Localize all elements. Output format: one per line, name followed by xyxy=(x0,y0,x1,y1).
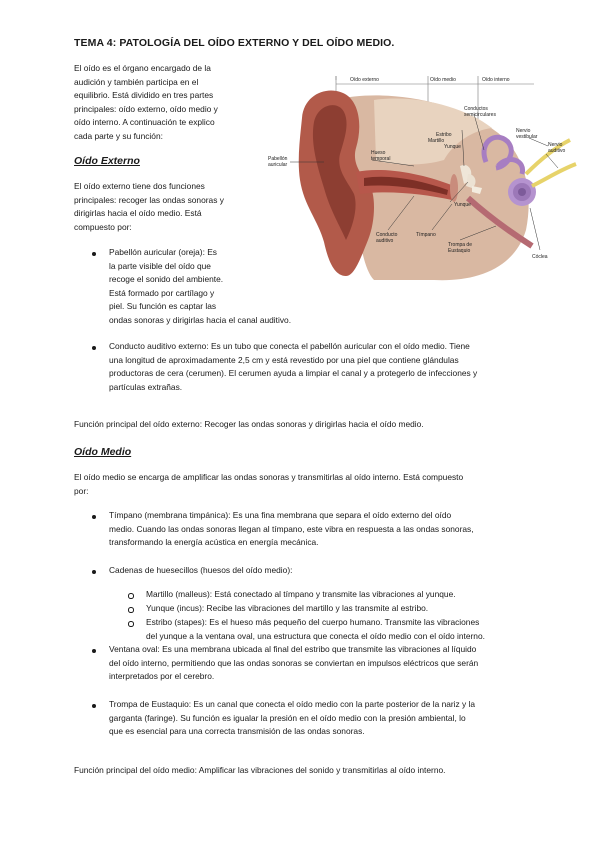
label-yunque: Yunque xyxy=(454,202,471,208)
label-trompa-2: Eustaquio xyxy=(448,248,471,254)
sub-bullet-circle xyxy=(128,607,134,613)
label-timpano: Tímpano xyxy=(416,232,436,238)
sub-bullet-circle xyxy=(128,621,134,627)
label-nervio-auditivo: Nervio xyxy=(548,142,563,148)
bullet-dot xyxy=(92,649,96,653)
bullet-huesecillos: Cadenas de huesecillos (huesos del oído medio): xyxy=(109,565,293,575)
label-nervio-vestibular: Nervio xyxy=(516,128,531,134)
label-nervio-auditivo-2: auditivo xyxy=(548,148,566,154)
text-line: Pabellón auricular (oreja): Es xyxy=(109,247,217,257)
bullet-dot xyxy=(92,515,96,519)
label-oido-interno: Oído interno xyxy=(482,77,510,83)
bullet-conducto xyxy=(109,340,477,394)
label-martillo: Martillo xyxy=(428,138,445,144)
label-oido-medio: Oído medio xyxy=(430,77,456,83)
text-line: por: xyxy=(74,485,89,496)
externo-intro xyxy=(74,180,224,234)
text-line: una longitud de aproximadamente 2,5 cm y está revestido por una piel que contiene glándulas xyxy=(109,354,459,365)
label-estribo: Estribo xyxy=(436,132,452,138)
text-line: productoras de cera (cerumen). El cerumen ayuda a limpiar el canal y a protegerlo de infecciones y xyxy=(109,368,478,379)
label-nervio-vestibular-2: vestibular xyxy=(516,134,538,140)
sub-martillo: Martillo (malleus): Está conectado al tímpano y transmite las vibraciones al yunque. xyxy=(146,589,456,599)
heading-oido-medio: Oído Medio xyxy=(74,446,132,458)
label-conductos-2: semicirculares xyxy=(464,112,496,118)
ear-anatomy-figure xyxy=(264,70,582,282)
bullet-ventana-oval xyxy=(109,643,478,684)
externo-summary: Función principal del oído externo: Recoger las ondas sonoras y dirigirlas hacia el oído medio. xyxy=(74,419,424,429)
text-line: Ventana oval: Es una membrana ubicada al final del estribo que transmite las vibraciones al líquido xyxy=(109,644,477,654)
bullet-timpano xyxy=(109,509,474,550)
text-line: principales: recoger las ondas sonoras y xyxy=(74,194,224,205)
text-line: del yunque a la ventana oval, una estructura que conecta el oído medio con el oído interno. xyxy=(146,630,485,641)
bullet-dot xyxy=(92,570,96,574)
text-line: la parte visible del oído que xyxy=(109,260,211,271)
text-line: partículas extrañas. xyxy=(109,381,183,392)
heading-oido-externo: Oído Externo xyxy=(74,155,140,167)
medio-intro xyxy=(74,471,463,498)
label-conducto-2: auditivo xyxy=(376,238,394,244)
label-trompa: Trompa de xyxy=(448,242,472,248)
text-line: El oído es el órgano encargado de la xyxy=(74,63,211,73)
bullet-dot xyxy=(92,704,96,708)
bullet-pabellon xyxy=(109,246,291,328)
text-line: equilibrio. Está dividido en tres partes xyxy=(74,90,214,101)
text-line: medio. Cuando las ondas sonoras llegan al tímpano, este vibra en respuesta a las ondas sonoras, xyxy=(109,523,474,534)
page-title: TEMA 4: PATOLOGÍA DEL OÍDO EXTERNO Y DEL OÍDO MEDIO. xyxy=(74,37,395,49)
text-line: del oído interno, permitiendo que las ondas sonoras se conviertan en impulsos eléctricos que serán xyxy=(109,657,479,668)
text-line: cada parte y su función: xyxy=(74,130,163,141)
label-pabellon-2: auricular xyxy=(268,162,288,168)
medio-summary: Función principal del oído medio: Amplificar las vibraciones del sonido y transmitirlas al oído interno. xyxy=(74,765,446,775)
text-line: dirigirlas hacia el oído medio. Está xyxy=(74,208,202,219)
text-line: ondas sonoras y dirigirlas hacia el canal auditivo. xyxy=(109,314,292,325)
text-line: oído interno. A continuación te explico xyxy=(74,117,215,128)
bullet-dot xyxy=(92,346,96,350)
text-line: El oído externo tiene dos funciones xyxy=(74,181,205,191)
intro-paragraph xyxy=(74,62,218,144)
text-line: principales: oído externo, oído medio y xyxy=(74,103,218,114)
label-oido-externo: Oído externo xyxy=(350,77,379,83)
sub-bullet-circle xyxy=(128,593,134,599)
sub-yunque: Yunque (incus): Recibe las vibraciones del martillo y las transmite al estribo. xyxy=(146,603,429,613)
label-conducto: Conducto xyxy=(376,232,398,238)
text-line: Está formado por cartílago y xyxy=(109,287,215,298)
text-line: audición y también participa en el xyxy=(74,76,199,87)
text-line: El oído medio se encarga de amplificar las ondas sonoras y transmitirlas al oído interno. Está compuesto xyxy=(74,472,464,482)
text-line: Trompa de Eustaquio: Es un canal que conecta el oído medio con la parte posterior de la nariz y la xyxy=(109,699,476,709)
label-hueso-2: temporal xyxy=(371,156,391,162)
text-line: piel. Su función es captar las xyxy=(109,301,217,312)
text-line: compuesto por: xyxy=(74,221,132,232)
bullet-dot xyxy=(92,252,96,256)
text-line: Conducto auditivo externo: Es un tubo que conecta el pabellón auricular con el oído medio. Tiene xyxy=(109,341,470,351)
cochlea-core xyxy=(518,188,526,196)
text-line: Tímpano (membrana timpánica): Es una fina membrana que separa el oído externo del oído xyxy=(109,510,452,520)
text-line: garganta (faringe). Su función es igualar la presión en el oído medio con la presión ambiental, lo xyxy=(109,712,466,723)
sub-estribo xyxy=(146,616,485,643)
auditory-nerve xyxy=(532,164,576,186)
text-line: interpretados por el cerebro. xyxy=(109,671,215,682)
text-line: recoge el sonido del ambiente. xyxy=(109,274,224,285)
label-conductos: Conductos xyxy=(464,106,488,112)
label-coclea: Cóclea xyxy=(532,254,548,260)
text-line: que es esencial para una correcta transmisión de las ondas sonoras. xyxy=(109,726,365,737)
bullet-trompa xyxy=(109,698,475,739)
text-line: transformando la energía acústica en energía mecánica. xyxy=(109,537,319,548)
label-pabellon: Pabellón xyxy=(268,156,288,162)
label-yunque-top: Yunque xyxy=(444,144,461,150)
text-line: Estribo (stapes): Es el hueso más pequeño del cuerpo humano. Transmite las vibraciones xyxy=(146,617,480,627)
label-hueso: Hueso xyxy=(371,150,386,156)
